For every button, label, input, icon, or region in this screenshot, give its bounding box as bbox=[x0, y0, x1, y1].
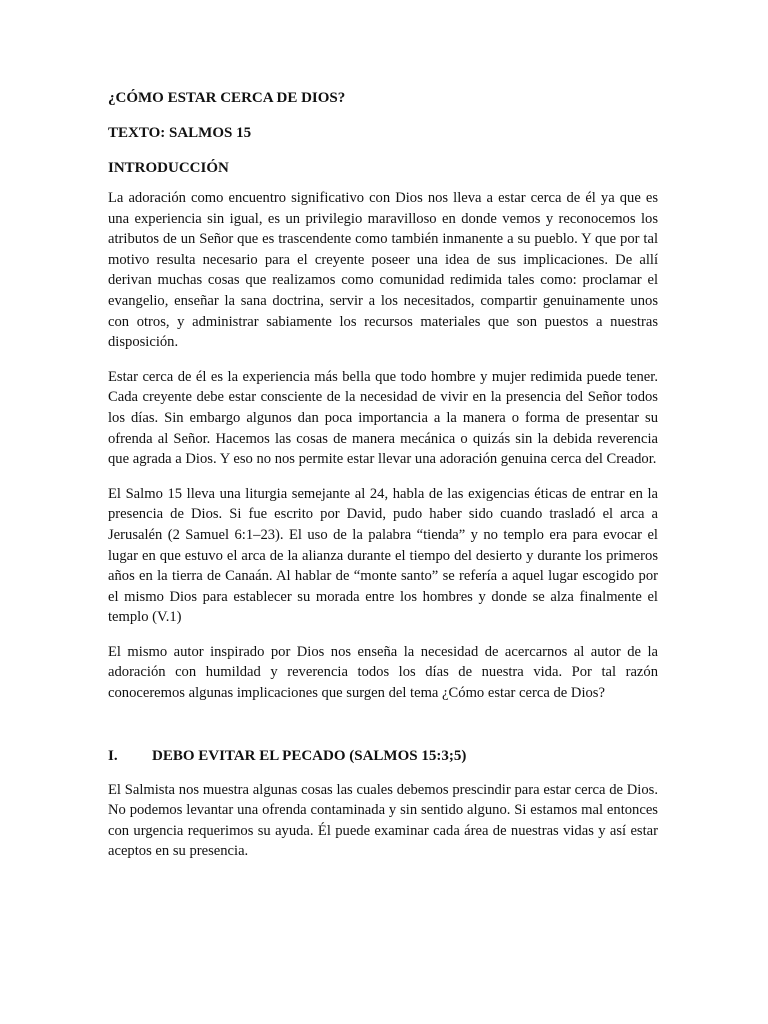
document-title: ¿CÓMO ESTAR CERCA DE DIOS? bbox=[108, 90, 346, 106]
section-title: DEBO EVITAR EL PECADO (SALMOS 15:3;5) bbox=[152, 747, 467, 764]
intro-paragraph-2: Estar cerca de él es la experiencia más bella que todo hombre y mujer redimida puede tener. Cada creyente debe estar consciente de la necesidad de vivir en la presencia del Señor todos los días. Sin embargo algunos dan poca importancia a la manera o forma de presentar su ofrenda al Señor. Hacemos las cosas de manera mecánica o quizás sin la debida reverencia que agrada a Dios. Y eso no nos permite estar llevar una adoración genuina cerca del Creador. bbox=[108, 368, 658, 468]
section-number: I. bbox=[108, 747, 118, 764]
intro-paragraph-4: El mismo autor inspirado por Dios nos enseña la necesidad de acercarnos al autor de la adoración con humildad y reverencia todos los días de nuestra vida. Por tal razón conoceremos algunas implicaciones que surgen del tema ¿Cómo estar cerca de Dios? bbox=[108, 643, 658, 702]
intro-heading: INTRODUCCIÓN bbox=[108, 160, 229, 176]
section-heading-1 bbox=[108, 746, 658, 766]
intro-paragraph-1: La adoración como encuentro significativo con Dios nos lleva a estar cerca de él ya que es una experiencia sin igual, es un privilegio maravilloso en donde vemos y reconocemos los atributos de un Señor que es trascendente como también inmanente a su pueblo. Y que por tal motivo resulta necesario para el creyente poseer una idea de sus implicaciones. De allí derivan muchas cosas que realizamos como comunidad redimida tales como: proclamar el evangelio, enseñar la sana doctrina, servir a los necesitados, compartir genuinamente unos con otros, y administrar sabiamente los recursos materiales que son puestos a nuestras disposición. bbox=[108, 190, 658, 351]
intro-paragraph-3: El Salmo 15 lleva una liturgia semejante al 24, habla de las exigencias éticas de entrar en la presencia de Dios. Si fue escrito por David, pudo haber sido cuando trasladó el arca a Jerusalén (2 Samuel 6:1–23). El uso de la palabra “tienda” y no templo era para evocar el lugar en que estuvo el arca de la alianza durante el tiempo del desierto y durante los primeros años en la tierra de Canaán. Al hablar de “monte santo” se refería a aquel lugar escogido por el mismo Dios para establecer su morada entre los hombres y donde se alza finalmente el templo (V.1) bbox=[108, 485, 658, 626]
document-page bbox=[108, 88, 658, 876]
section-1-paragraph: El Salmista nos muestra algunas cosas las cuales debemos prescindir para estar cerca de Dios. No podemos levantar una ofrenda contaminada y sin sentido alguno. Si estamos mal entonces con urgencia requerimos su ayuda. Él puede examinar cada área de nuestras vidas y así estar aceptos en su presencia. bbox=[108, 781, 658, 860]
text-reference: TEXTO: SALMOS 15 bbox=[108, 125, 252, 141]
